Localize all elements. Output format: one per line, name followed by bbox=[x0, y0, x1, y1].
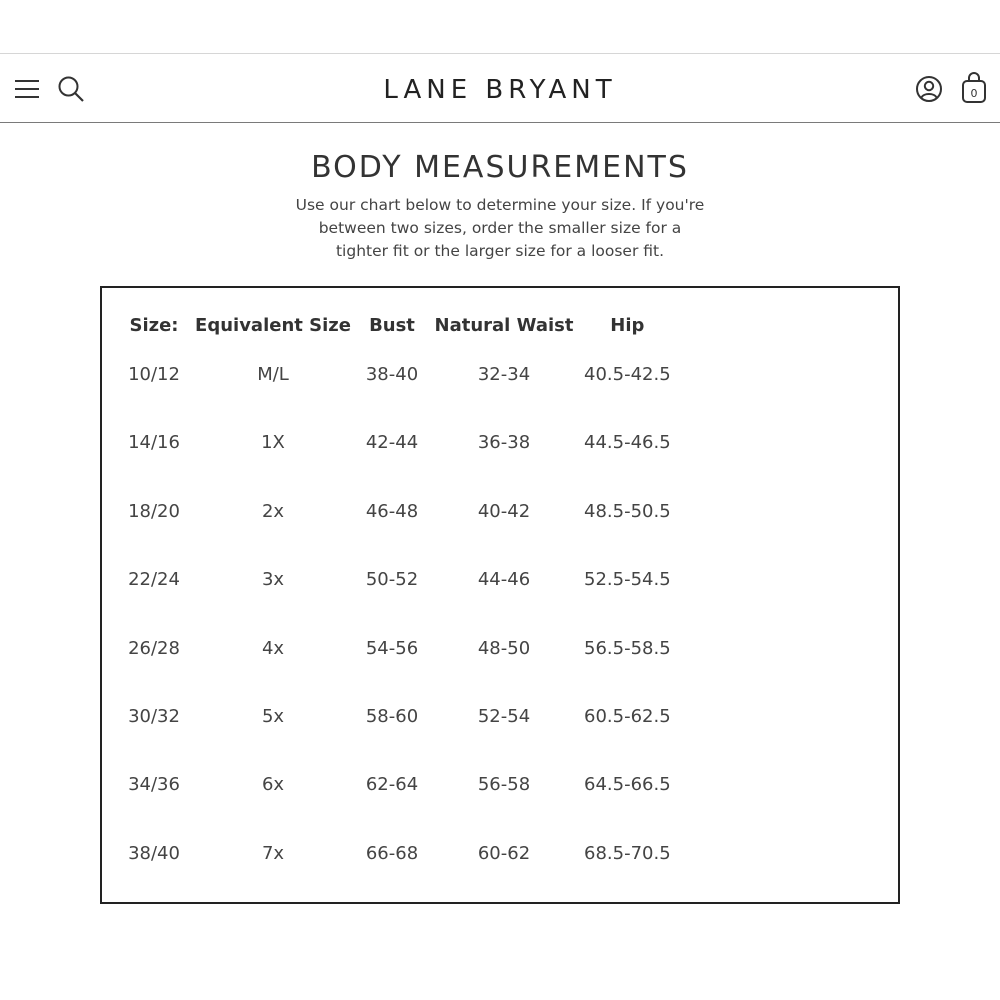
search-icon[interactable] bbox=[55, 73, 87, 105]
shopping-bag-icon[interactable] bbox=[958, 70, 990, 106]
cell-equivalent-size: 7x bbox=[261, 842, 285, 864]
cell-size: 30/32 bbox=[128, 705, 180, 727]
bag-count: 0 bbox=[970, 87, 978, 100]
cell-hip: 44.5-46.5 bbox=[584, 432, 671, 454]
cell-size: 14/16 bbox=[128, 432, 180, 454]
cell-equivalent-size: M/L bbox=[257, 364, 289, 385]
page-description: Use our chart below to determine your size. If you're between two sizes, order the smaller size for a tighter fit or the larger size for a looser fit. bbox=[295, 196, 705, 260]
table-row bbox=[122, 563, 671, 631]
cell-hip: 56.5-58.5 bbox=[584, 637, 671, 659]
cell-bust: 42-44 bbox=[365, 432, 419, 454]
page-title: BODY MEASUREMENTS bbox=[311, 150, 689, 185]
cell-bust: 66-68 bbox=[365, 842, 419, 864]
header-hip: Hip bbox=[610, 314, 645, 336]
cell-natural-waist: 52-54 bbox=[477, 705, 531, 727]
cell-natural-waist: 40-42 bbox=[477, 500, 531, 522]
table-header-row bbox=[122, 288, 671, 358]
size-chart bbox=[100, 286, 900, 904]
cell-equivalent-size: 6x bbox=[261, 774, 285, 796]
table-row bbox=[122, 700, 671, 768]
cell-natural-waist: 56-58 bbox=[477, 774, 531, 796]
cell-hip: 64.5-66.5 bbox=[584, 774, 671, 796]
cell-natural-waist: 44-46 bbox=[477, 569, 531, 591]
cell-natural-waist: 60-62 bbox=[477, 842, 531, 864]
table-row bbox=[122, 495, 671, 563]
table-row bbox=[122, 358, 671, 426]
cell-natural-waist: 32-34 bbox=[477, 364, 531, 385]
cell-bust: 46-48 bbox=[365, 500, 419, 522]
cell-equivalent-size: 5x bbox=[261, 705, 285, 727]
account-icon[interactable] bbox=[913, 73, 945, 105]
header-equivalent-size: Equivalent Size bbox=[195, 314, 351, 336]
cell-bust: 54-56 bbox=[365, 637, 419, 659]
cell-equivalent-size: 4x bbox=[261, 637, 285, 659]
cell-size: 38/40 bbox=[128, 842, 180, 864]
cell-hip: 68.5-70.5 bbox=[584, 842, 671, 864]
table-row bbox=[122, 837, 671, 905]
cell-size: 10/12 bbox=[128, 364, 180, 385]
cell-size: 22/24 bbox=[128, 569, 180, 591]
header-size: Size: bbox=[129, 314, 179, 336]
header-bust: Bust bbox=[369, 314, 415, 336]
size-chart-table bbox=[122, 288, 671, 905]
hamburger-menu-icon[interactable] bbox=[12, 74, 42, 104]
cell-size: 34/36 bbox=[128, 774, 180, 796]
cell-natural-waist: 36-38 bbox=[477, 432, 531, 454]
table-row bbox=[122, 632, 671, 700]
site-header bbox=[0, 53, 1000, 123]
cell-equivalent-size: 2x bbox=[261, 500, 285, 522]
cell-equivalent-size: 3x bbox=[261, 569, 285, 591]
header-natural-waist: Natural Waist bbox=[434, 314, 574, 336]
cell-size: 26/28 bbox=[128, 637, 180, 659]
table-row bbox=[122, 768, 671, 836]
table-row bbox=[122, 426, 671, 494]
cell-hip: 40.5-42.5 bbox=[584, 364, 671, 385]
cell-natural-waist: 48-50 bbox=[477, 637, 531, 659]
cell-bust: 50-52 bbox=[365, 569, 419, 591]
cell-hip: 52.5-54.5 bbox=[584, 569, 671, 591]
cell-bust: 58-60 bbox=[365, 705, 419, 727]
cell-hip: 48.5-50.5 bbox=[584, 500, 671, 522]
cell-bust: 38-40 bbox=[365, 364, 419, 385]
brand-logo[interactable]: LANE BRYANT bbox=[383, 75, 617, 105]
cell-equivalent-size: 1X bbox=[261, 432, 285, 454]
cell-hip: 60.5-62.5 bbox=[584, 705, 671, 727]
cell-bust: 62-64 bbox=[365, 774, 419, 796]
cell-size: 18/20 bbox=[128, 500, 180, 522]
